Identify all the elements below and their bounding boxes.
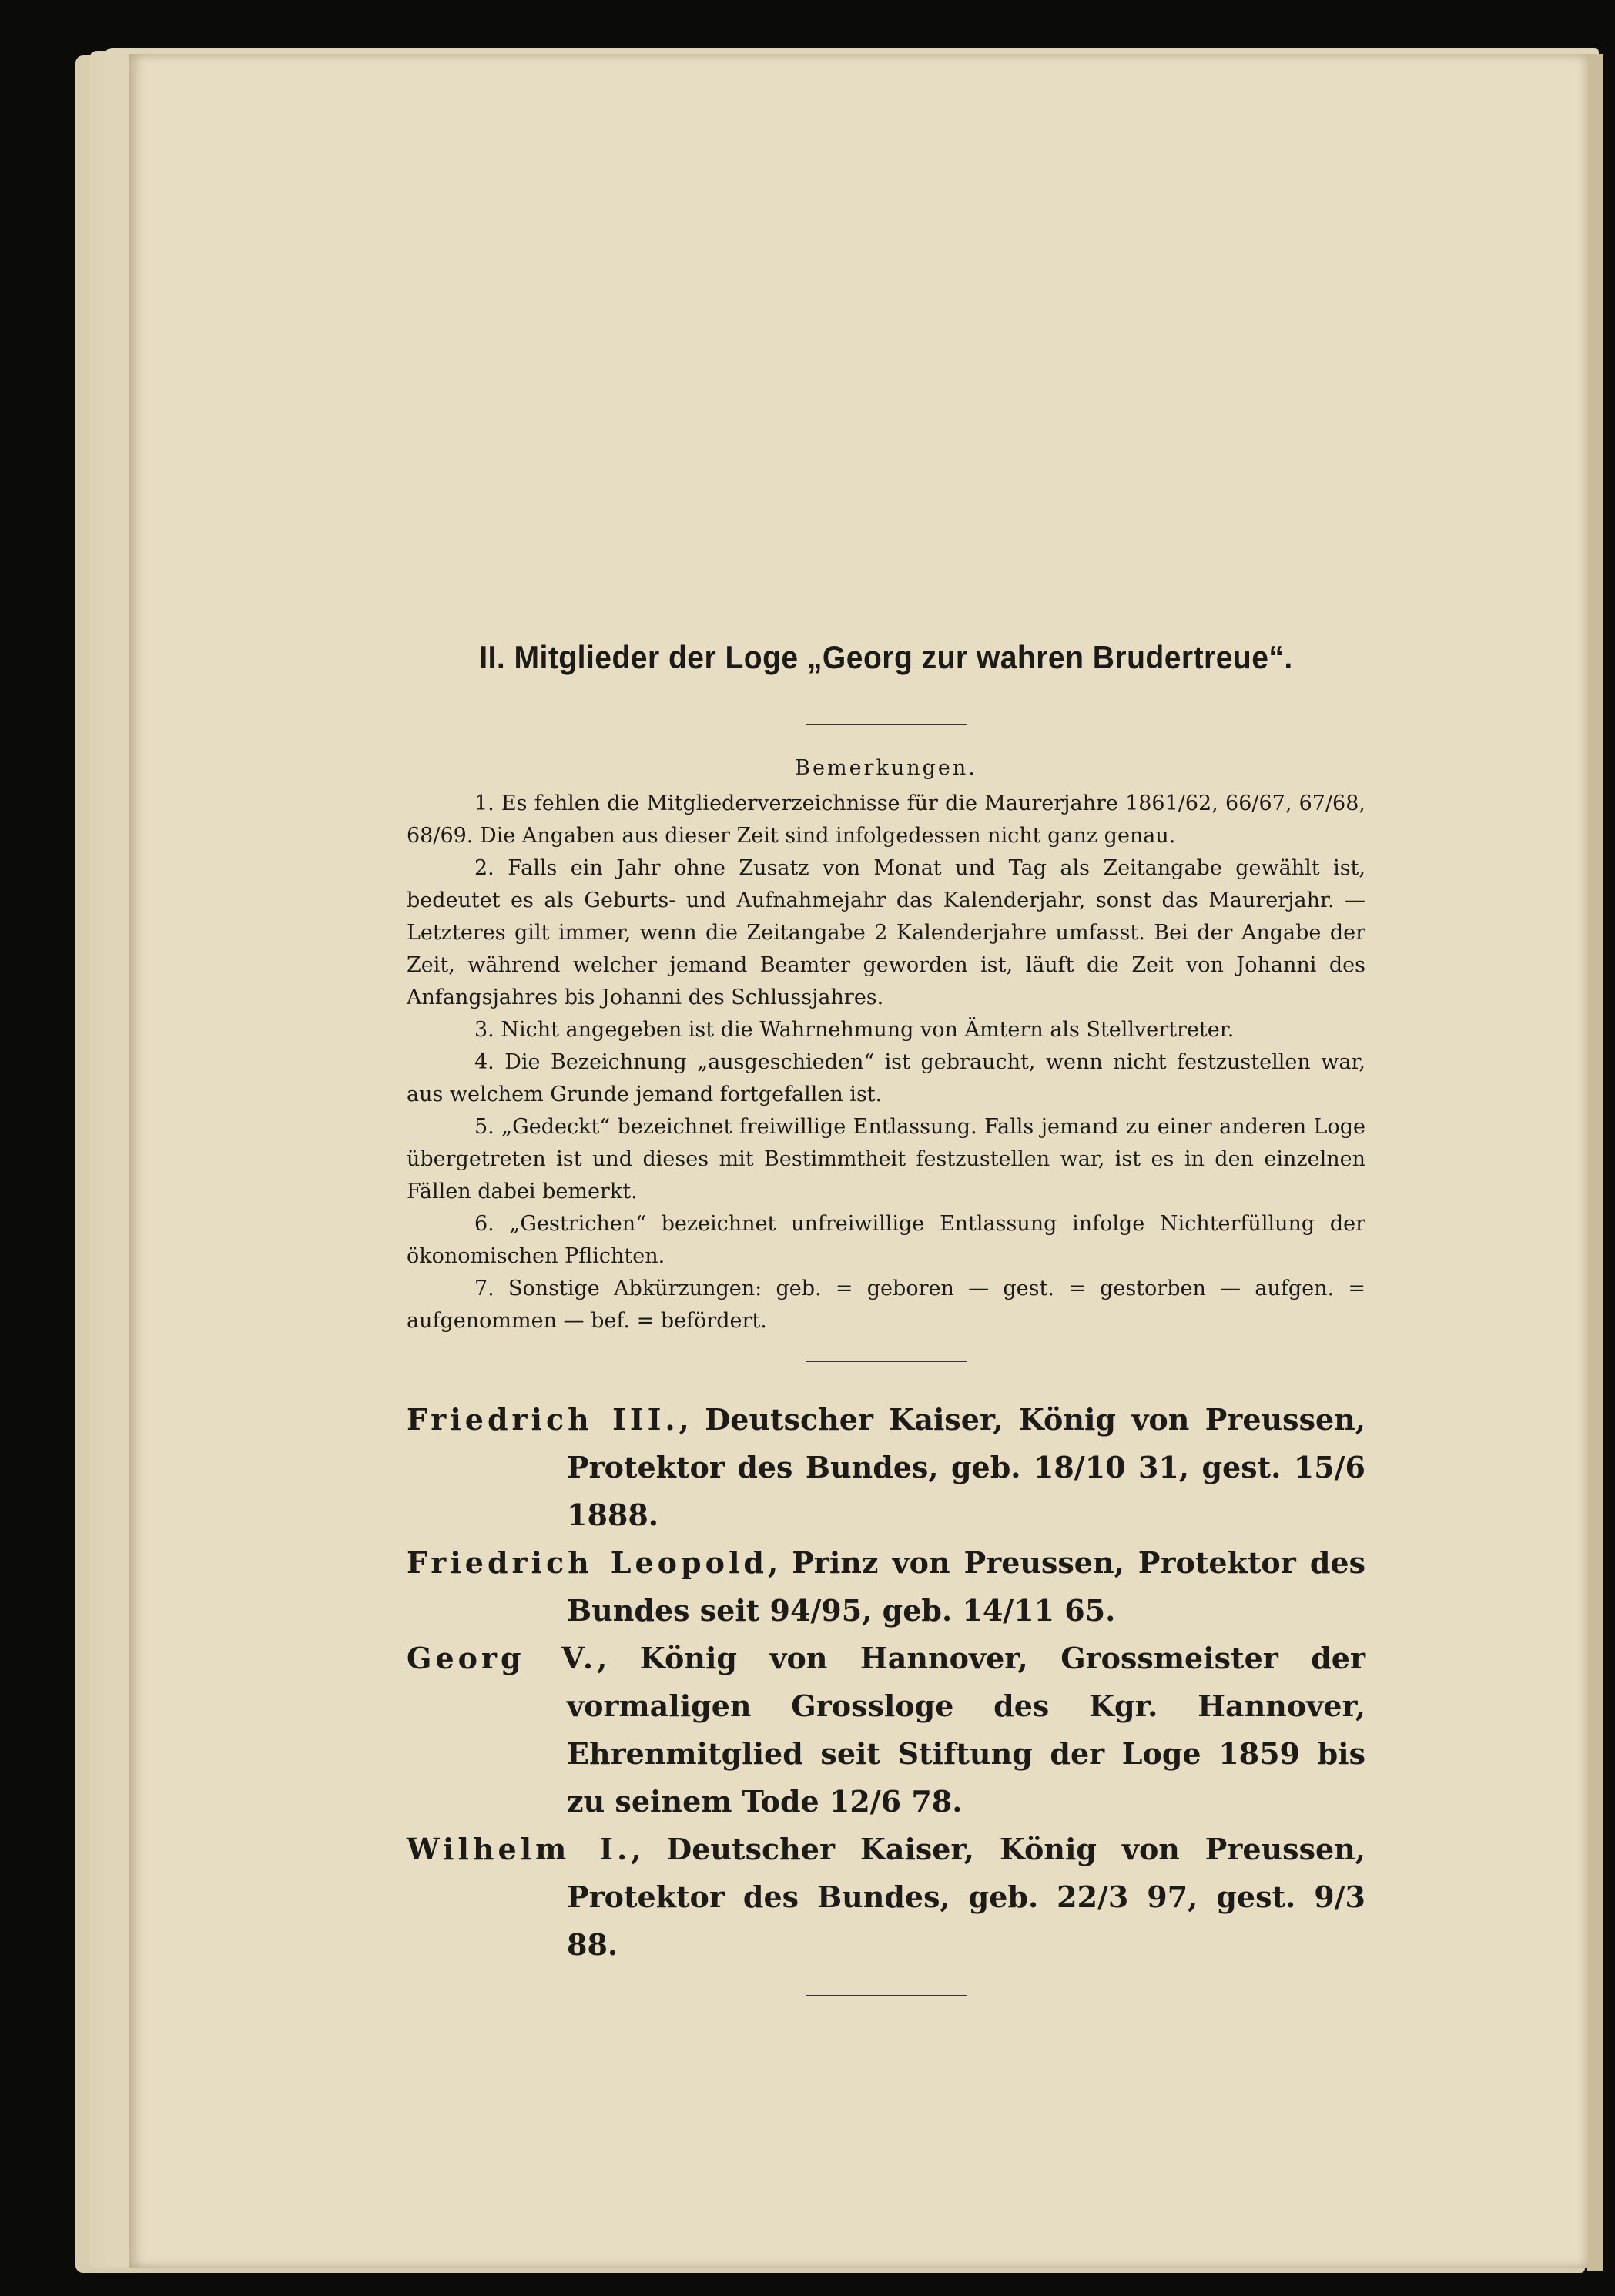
member-details: , Prinz von Preussen, Protektor des Bundes seit 94/95, geb. 14/11 65. bbox=[567, 1545, 1365, 1628]
page-content bbox=[407, 616, 1365, 1996]
remarks-list bbox=[407, 788, 1365, 1337]
member-name: Wilhelm I. bbox=[407, 1832, 632, 1866]
remark-item: 3. Nicht angegeben ist die Wahrnehmung von Ämtern als Stellvertreter. bbox=[474, 1018, 1235, 1042]
page-right-edge bbox=[1587, 54, 1603, 2271]
member-details: , König von Hannover, Grossmeister der vormaligen Grossloge des Kgr. Hannover, Ehrenmitglied seit Stiftung der Loge 1859 bis zu seinem Tode 12/6 78. bbox=[567, 1641, 1365, 1819]
divider-rule bbox=[806, 724, 967, 725]
section-heading: II. Mitglieder der Loge „Georg zur wahren Brudertreue“. bbox=[479, 639, 1293, 675]
remark-item: 4. Die Bezeichnung „ausgeschieden“ ist gebraucht, wenn nicht festzustellen war, aus welchem Grunde jemand fortgefallen ist. bbox=[407, 1050, 1365, 1106]
remark-item: 6. „Gestrichen“ bezeichnet unfreiwillige Entlassung infolge Nichterfüllung der ökonomischen Pflichten. bbox=[407, 1212, 1365, 1268]
divider-rule bbox=[806, 1361, 967, 1362]
member-details: , Deutscher Kaiser, König von Preussen, Protektor des Bundes, geb. 18/10 31, gest. 15/6 1888. bbox=[567, 1402, 1365, 1532]
member-entry bbox=[407, 1635, 1365, 1826]
remark-item: 1. Es fehlen die Mitgliederverzeichnisse für die Maurerjahre 1861/62, 66/67, 67/68, 68/69. Die Angaben aus dieser Zeit sind infolgedessen nicht ganz genau. bbox=[407, 792, 1365, 848]
member-name: Georg V. bbox=[407, 1641, 598, 1675]
member-name: Friedrich III. bbox=[407, 1402, 679, 1437]
remark-item: 2. Falls ein Jahr ohne Zusatz von Monat und Tag als Zeitangabe gewählt ist, bedeutet es als Geburts- und Aufnahmejahr das Kalenderjahr, sonst das Maurerjahr. — Letzteres gilt immer, wenn die Zeitangabe 2 Kalenderjahre umfasst. Bei der Angabe der Zeit, während welcher jemand Beamter geworden ist, läuft die Zeit von Johanni des Anfangsjahres bis Johanni des Schlussjahres. bbox=[407, 856, 1365, 1009]
remarks-title: Bemerkungen. bbox=[795, 756, 977, 780]
remark-item: 7. Sonstige Abkürzungen: geb. = geboren — gest. = gestorben — aufgen. = aufgenommen — bef. = befördert. bbox=[407, 1277, 1365, 1333]
member-name: Friedrich Leopold bbox=[407, 1545, 768, 1580]
remark-item: 5. „Gedeckt“ bezeichnet freiwillige Entlassung. Falls jemand zu einer anderen Loge übergetreten ist und dieses mit Bestimmtheit festzustellen war, ist es in den einzelnen Fällen dabei bemerkt. bbox=[407, 1115, 1365, 1203]
member-details: , Deutscher Kaiser, König von Preussen, Protektor des Bundes, geb. 22/3 97, gest. 9/3 88. bbox=[567, 1832, 1365, 1962]
member-entry bbox=[407, 1539, 1365, 1635]
member-entry bbox=[407, 1396, 1365, 1539]
divider-rule bbox=[806, 1995, 967, 1996]
member-entry bbox=[407, 1826, 1365, 1969]
member-entries bbox=[407, 1396, 1365, 1969]
